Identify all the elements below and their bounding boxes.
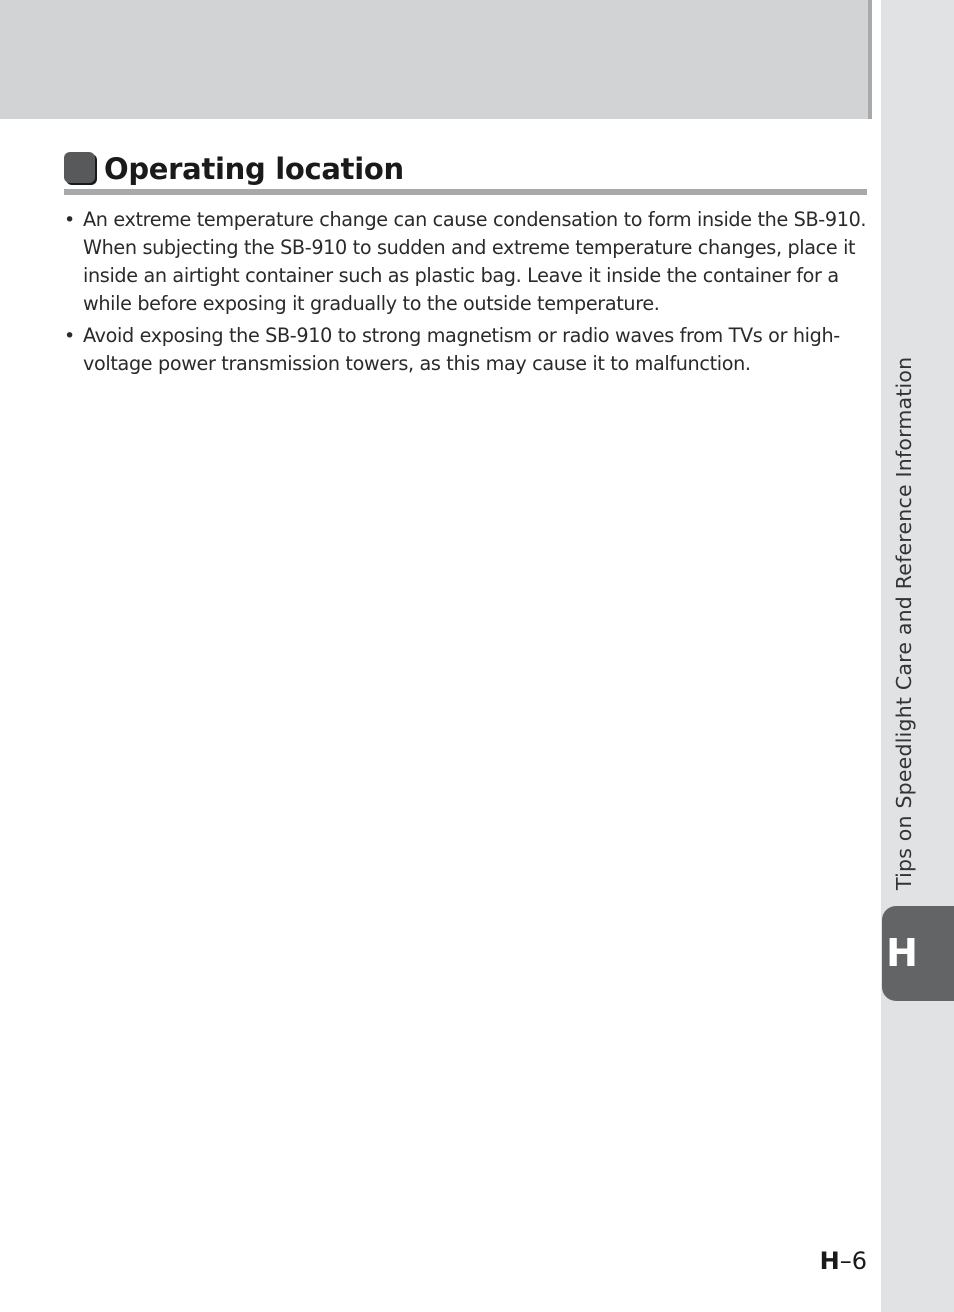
bullet-dot-icon: •: [64, 209, 75, 231]
bullet-text: Avoid exposing the SB-910 to strong magnetism or radio waves from TVs or high-voltage power transmission towers, as this may cause it to malfunction.: [83, 324, 840, 375]
chapter-caption: Tips on Speedlight Care and Reference Information: [892, 356, 916, 890]
section-title: Operating location: [104, 152, 404, 186]
section-header: [64, 150, 867, 196]
bullet-list: [64, 206, 870, 382]
chapter-tab: H: [882, 906, 954, 1001]
bullet-dot-icon: •: [64, 325, 75, 347]
page-number-separator: –: [839, 1247, 852, 1275]
page-number-value: 6: [851, 1247, 867, 1275]
section-marker-square-icon: [64, 152, 95, 183]
header-band: [0, 0, 868, 119]
list-item: [64, 206, 870, 318]
page-number: [820, 1244, 867, 1278]
page-number-letter: H: [819, 1247, 840, 1275]
title-rule: [64, 189, 867, 195]
list-item: [64, 322, 870, 378]
bullet-text: An extreme temperature change can cause condensation to form inside the SB-910. When subjecting the SB-910 to sudden and extreme temperature changes, place it inside an airtight container such as plastic bag. Leave it inside the container for a while before exposing it gradually to the outside temperature.: [83, 208, 867, 315]
